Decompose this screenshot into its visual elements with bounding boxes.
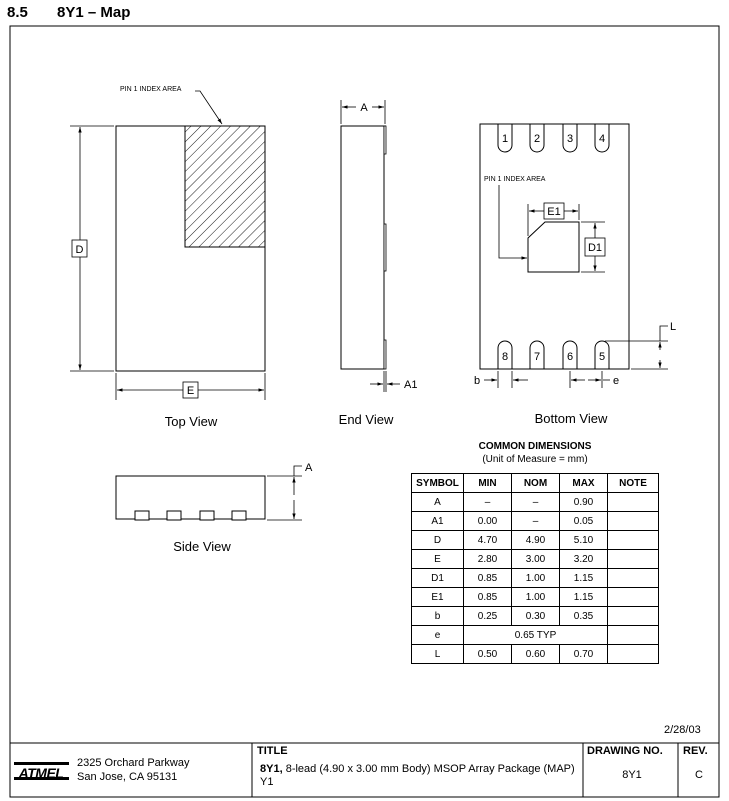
table-cell: 0.70 [560, 645, 608, 664]
col-symbol: SYMBOL [412, 474, 464, 493]
title-text [260, 763, 580, 789]
table-row [412, 550, 659, 569]
title-description: 8-lead (4.90 x 3.00 mm Body) MSOP Array Package (MAP) Y1 [260, 763, 575, 788]
table-cell: 0.90 [560, 493, 608, 512]
table-cell: 0.25 [464, 607, 512, 626]
table-cell: 0.50 [464, 645, 512, 664]
table-row [412, 607, 659, 626]
table-cell [608, 626, 659, 645]
pin-number: 4 [598, 133, 606, 145]
table-cell: E [412, 550, 464, 569]
dim-e-label: E [186, 385, 195, 397]
col-max: MAX [560, 474, 608, 493]
top-view-label: Top View [164, 414, 218, 429]
table-cell: D1 [412, 569, 464, 588]
table-cell: A1 [412, 512, 464, 531]
table-cell: 1.15 [560, 588, 608, 607]
bottom-view [474, 124, 676, 426]
dimensions-table [411, 473, 659, 664]
col-note: NOTE [608, 474, 659, 493]
table-row [412, 512, 659, 531]
table-cell: 0.60 [512, 645, 560, 664]
pin1-index-area [185, 126, 265, 247]
table-cell: D [412, 531, 464, 550]
drawing-no-label: DRAWING NO. [587, 745, 663, 757]
side-view [116, 462, 313, 554]
col-min: MIN [464, 474, 512, 493]
dim-a1-label: A1 [404, 379, 418, 391]
col-nom: NOM [512, 474, 560, 493]
pin1-index-label-top: PIN 1 INDEX AREA [120, 86, 182, 93]
dim-e1-label: E1 [547, 206, 561, 218]
table-cell: E1 [412, 588, 464, 607]
pin-number: 8 [501, 351, 509, 363]
table-row [412, 531, 659, 550]
table-cell: 1.00 [512, 588, 560, 607]
table-cell: e [412, 626, 464, 645]
rev-label: REV. [683, 745, 708, 757]
table-cell: 0.05 [560, 512, 608, 531]
dim-d1-label: D1 [587, 242, 603, 254]
table-cell: 0.65 TYP [464, 626, 608, 645]
table-cell [608, 550, 659, 569]
pin-number: 2 [533, 133, 541, 145]
dim-d-label: D [75, 244, 84, 256]
table-cell: 0.00 [464, 512, 512, 531]
title-code: 8Y1, [260, 763, 283, 775]
bottom-view-label: Bottom View [534, 411, 608, 426]
table-cell [608, 512, 659, 531]
pin1-index-label-bottom: PIN 1 INDEX AREA [484, 176, 546, 183]
table-header-row [412, 474, 659, 493]
section-title: 8Y1 – Map [57, 4, 131, 21]
side-view-label: Side View [173, 539, 231, 554]
table-cell: 3.00 [512, 550, 560, 569]
dim-l-label: L [670, 321, 677, 333]
top-view [70, 86, 265, 429]
table-cell: b [412, 607, 464, 626]
table-cell [608, 645, 659, 664]
dim-a-side-label: A [305, 462, 313, 474]
address-line-1: 2325 Orchard Parkway [77, 757, 190, 769]
dim-a-end-label: A [360, 102, 368, 114]
drawing-no-value: 8Y1 [622, 769, 642, 781]
dims-title: COMMON DIMENSIONS [478, 441, 592, 452]
table-cell [608, 588, 659, 607]
dims-subtitle: (Unit of Measure = mm) [482, 454, 588, 465]
pin-number: 5 [598, 351, 606, 363]
dim-b-label: b [474, 375, 481, 387]
end-view [339, 100, 418, 427]
table-cell: 1.15 [560, 569, 608, 588]
pin-number: 7 [533, 351, 541, 363]
table-cell: 4.90 [512, 531, 560, 550]
table-cell: L [412, 645, 464, 664]
pin-number: 6 [566, 351, 574, 363]
table-row [412, 569, 659, 588]
drawing-date: 2/28/03 [664, 724, 701, 736]
table-row [412, 645, 659, 664]
address-line-2: San Jose, CA 95131 [77, 771, 178, 783]
title-label: TITLE [257, 745, 288, 757]
table-row [412, 493, 659, 512]
rev-value: C [695, 769, 703, 781]
table-cell: 2.80 [464, 550, 512, 569]
table-cell: – [512, 512, 560, 531]
table-cell: 3.20 [560, 550, 608, 569]
table-row [412, 626, 659, 645]
pin-number: 3 [566, 133, 574, 145]
end-view-label: End View [338, 412, 394, 427]
atmel-logo [14, 762, 69, 781]
table-cell [608, 531, 659, 550]
table-row [412, 588, 659, 607]
table-cell: 1.00 [512, 569, 560, 588]
table-cell [608, 607, 659, 626]
table-cell: 4.70 [464, 531, 512, 550]
table-cell [608, 493, 659, 512]
table-cell: 0.30 [512, 607, 560, 626]
table-cell: 0.85 [464, 569, 512, 588]
dim-e-pitch-label: e [613, 375, 620, 387]
pin-number: 1 [501, 133, 509, 145]
atmel-logo-text: ATMEL [18, 765, 64, 781]
table-cell: A [412, 493, 464, 512]
table-cell: 0.85 [464, 588, 512, 607]
table-cell: – [512, 493, 560, 512]
table-cell: 0.35 [560, 607, 608, 626]
table-cell: 5.10 [560, 531, 608, 550]
table-cell [608, 569, 659, 588]
section-number: 8.5 [7, 4, 28, 21]
table-cell: – [464, 493, 512, 512]
